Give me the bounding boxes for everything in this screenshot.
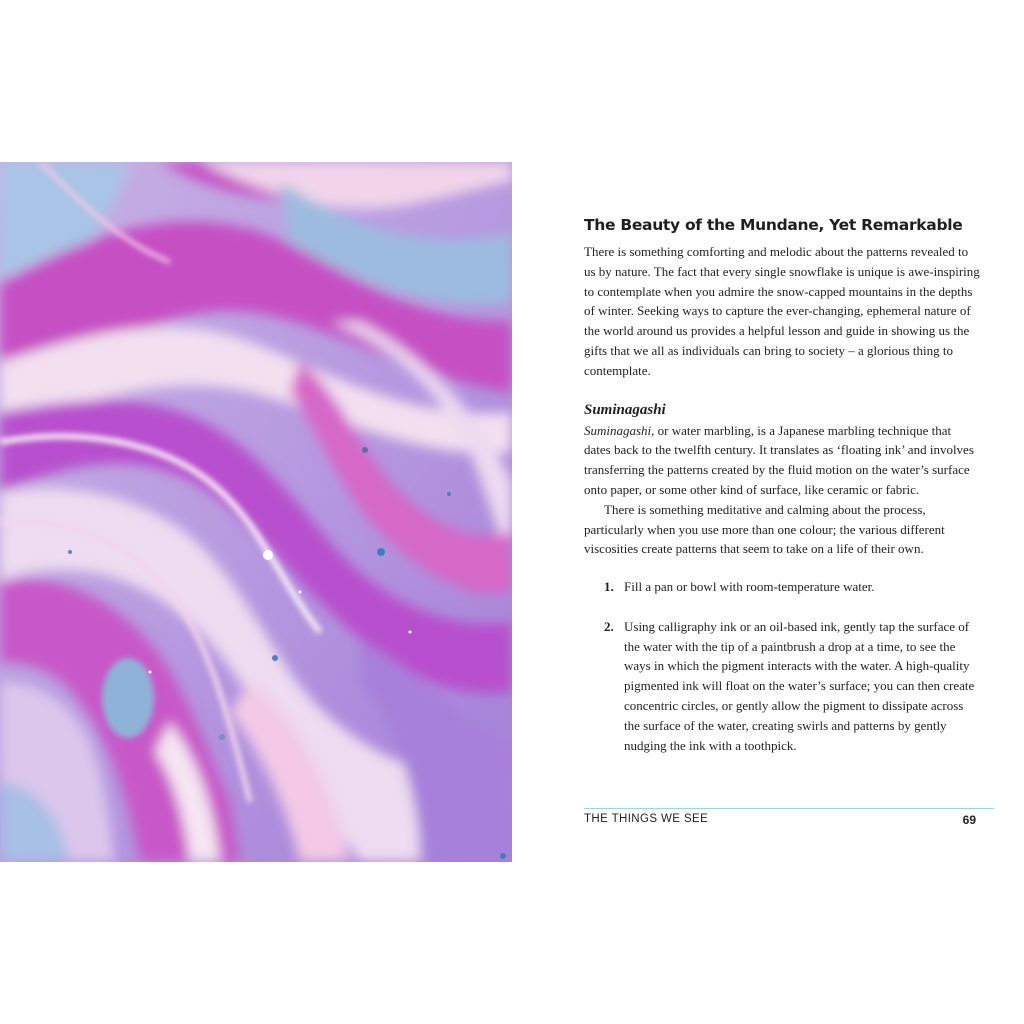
list-item [584, 577, 980, 597]
suminagashi-term: Suminagashi, [584, 422, 655, 438]
running-footer-title: THE THINGS WE SEE [584, 813, 709, 825]
process-paragraph: There is something meditative and calming about the process, particularly when you use more than one colour; the various different viscosities create patterns that seem to take on a life of their own. [584, 501, 945, 557]
section-subheading: Suminagashi [584, 401, 666, 418]
suminagashi-description: or water marbling, is a Japanese marbling technique that dates back to the twelfth century. It translates as ‘floating ink’ and involves transferring the patterns created by the fluid motion on the water’s surface onto paper, or some other kind of surface, like ceramic or fabric. [584, 422, 974, 497]
step-text: Using calligraphy ink or an oil-based ink, gently tap the surface of the water with the tip of a paintbrush a drop at a time, to see the ways in which the pigment interacts with the water. A high-quality pigmented ink will float on the water’s surface; you can then create concentric circles, or gently allow the pigment to dissipate across the surface of the water, creating swirls and patterns by gently nudging the ink with a toothpick. [624, 618, 975, 753]
steps-list [584, 577, 980, 755]
step-number: 1. [604, 579, 614, 595]
step-number: 2. [604, 618, 614, 634]
article-heading: The Beauty of the Mundane, Yet Remarkable [584, 216, 963, 234]
step-text: Fill a pan or bowl with room-temperature water. [624, 579, 875, 595]
text-page [584, 212, 980, 775]
page-number: 69 [962, 813, 976, 827]
list-item [584, 617, 980, 756]
suminagashi-paragraph [584, 421, 980, 500]
intro-paragraph: There is something comforting and melodic about the patterns revealed to us by nature. The fact that every single snowflake is unique is awe-inspiring to contemplate when you admire the snow-capped mountains in the depths of winter. Seeking ways to capture the ever-changing, ephemeral nature of the world around us provides a helpful lesson and guide in showing us the gifts that we all as individuals can bring to society – a glorious thing to contemplate. [584, 244, 980, 378]
marbling-image [0, 162, 512, 862]
footer-rule [584, 808, 994, 809]
marbling-photo [0, 162, 512, 862]
